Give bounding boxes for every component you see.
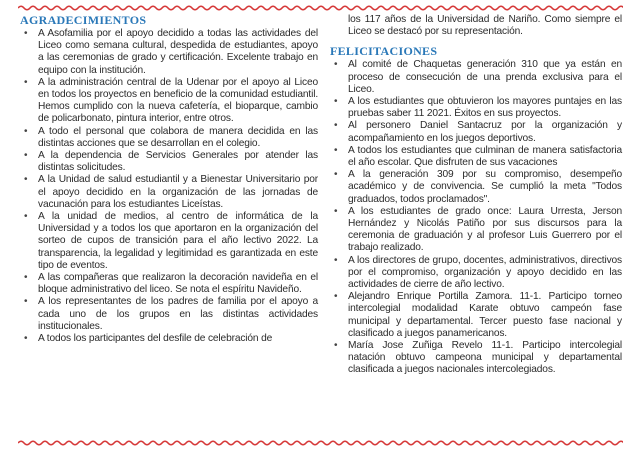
list-item: • A la dependencia de Servicios Generales por atender las distintas solicitudes.	[20, 150, 318, 174]
list-item: • Al comité de Chaquetas generación 310 que ya están en proceso de consecución de una prenda exclusiva para el Liceo.	[330, 59, 622, 96]
list-item: • A la Unidad de salud estudiantil y a Bienestar Universitario por el apoyo decidido en la organización de las jornadas de vacunación para los estudiantes Liceístas.	[20, 174, 318, 211]
list-item: • A Asofamilia por el apoyo decidido a todas las actividades del Liceo como semana cultural, despedida de estudiantes, apoyo a las ceremonias de grado y certificación. Excelente trabajo en equipo con la institución.	[20, 28, 318, 77]
list-item: • Alejandro Enrique Portilla Zamora. 11-1. Participo torneo intercolegial modalidad Karate obtuvo campeón fase municipal y departamental. Tercer puesto fase nacional y clasificado a juegos panamericanos.	[330, 291, 622, 340]
agradecimientos-list	[20, 28, 318, 345]
list-item: • A todo el personal que colabora de manera decidida en las distintas acciones que se desarrollan en el colegio.	[20, 126, 318, 150]
list-item: • A los estudiantes de grado once: Laura Urresta, Jerson Hernández y Nicolás Patiño por sus discursos para la ceremonia de graduación y al profesor Luis Guerrero por el trabajo realizado.	[330, 206, 622, 255]
list-item: • A la unidad de medios, al centro de informática de la Universidad y a todos los que aportaron en la organización del sorteo de cupos de transición para el año lectivo 2022. La transparencia, la legalidad y legitimidad es garantizada en este tipo de eventos.	[20, 211, 318, 272]
list-item: • A la generación 309 por su compromiso, desempeño académico y de convivencia. Se cumplió la meta "Todos graduados, todos proclamados".	[330, 169, 622, 206]
list-item: • A la administración central de la Udenar por el apoyo al Liceo en todos los proyectos en beneficio de la comunidad estudiantil. Hemos cumplido con la nueva cafetería, el bioparque, cambio de policarbonato, pintura interior, entre otros.	[20, 77, 318, 126]
agradecimientos-continuation: los 117 años de la Universidad de Nariño. Como siempre el Liceo se destacó por su representación.	[348, 14, 622, 38]
felicitaciones-heading: FELICITACIONES	[330, 44, 438, 59]
felicitaciones-column	[330, 14, 622, 377]
top-wave-divider	[18, 4, 623, 12]
agradecimientos-heading: AGRADECIMIENTOS	[20, 13, 147, 27]
list-item: • María Jose Zuñiga Revelo 11-1. Participo intercolegial natación obtuvo campeona municipal y departamental clasificada a juegos nacionales intercolegiados.	[330, 340, 622, 377]
bottom-wave-divider	[18, 439, 623, 447]
list-item: • Al personero Daniel Santacruz por la organización y acompañamiento en los juegos deportivos.	[330, 120, 622, 144]
list-item: • A todos los estudiantes que culminan de manera satisfactoria el año escolar. Que disfruten de sus vacaciones	[330, 145, 622, 169]
felicitaciones-list	[330, 59, 622, 376]
list-item: • A las compañeras que realizaron la decoración navideña en el bloque administrativo del liceo. Se nota el espíritu Navideño.	[20, 272, 318, 296]
list-item: • A los estudiantes que obtuvieron los mayores puntajes en las pruebas saber 11 2021. Éxitos en sus proyectos.	[330, 96, 622, 120]
agradecimientos-column	[20, 14, 318, 345]
list-item: • A todos los participantes del desfile de celebración de	[20, 333, 318, 345]
list-item: • A los representantes de los padres de familia por el apoyo a cada uno de los grupos en las distintas actividades institucionales.	[20, 296, 318, 333]
list-item: • A los directores de grupo, docentes, administrativos, directivos por el compromiso, organización y apoyo decidido en las actividades de cierre de año lectivo.	[330, 255, 622, 292]
